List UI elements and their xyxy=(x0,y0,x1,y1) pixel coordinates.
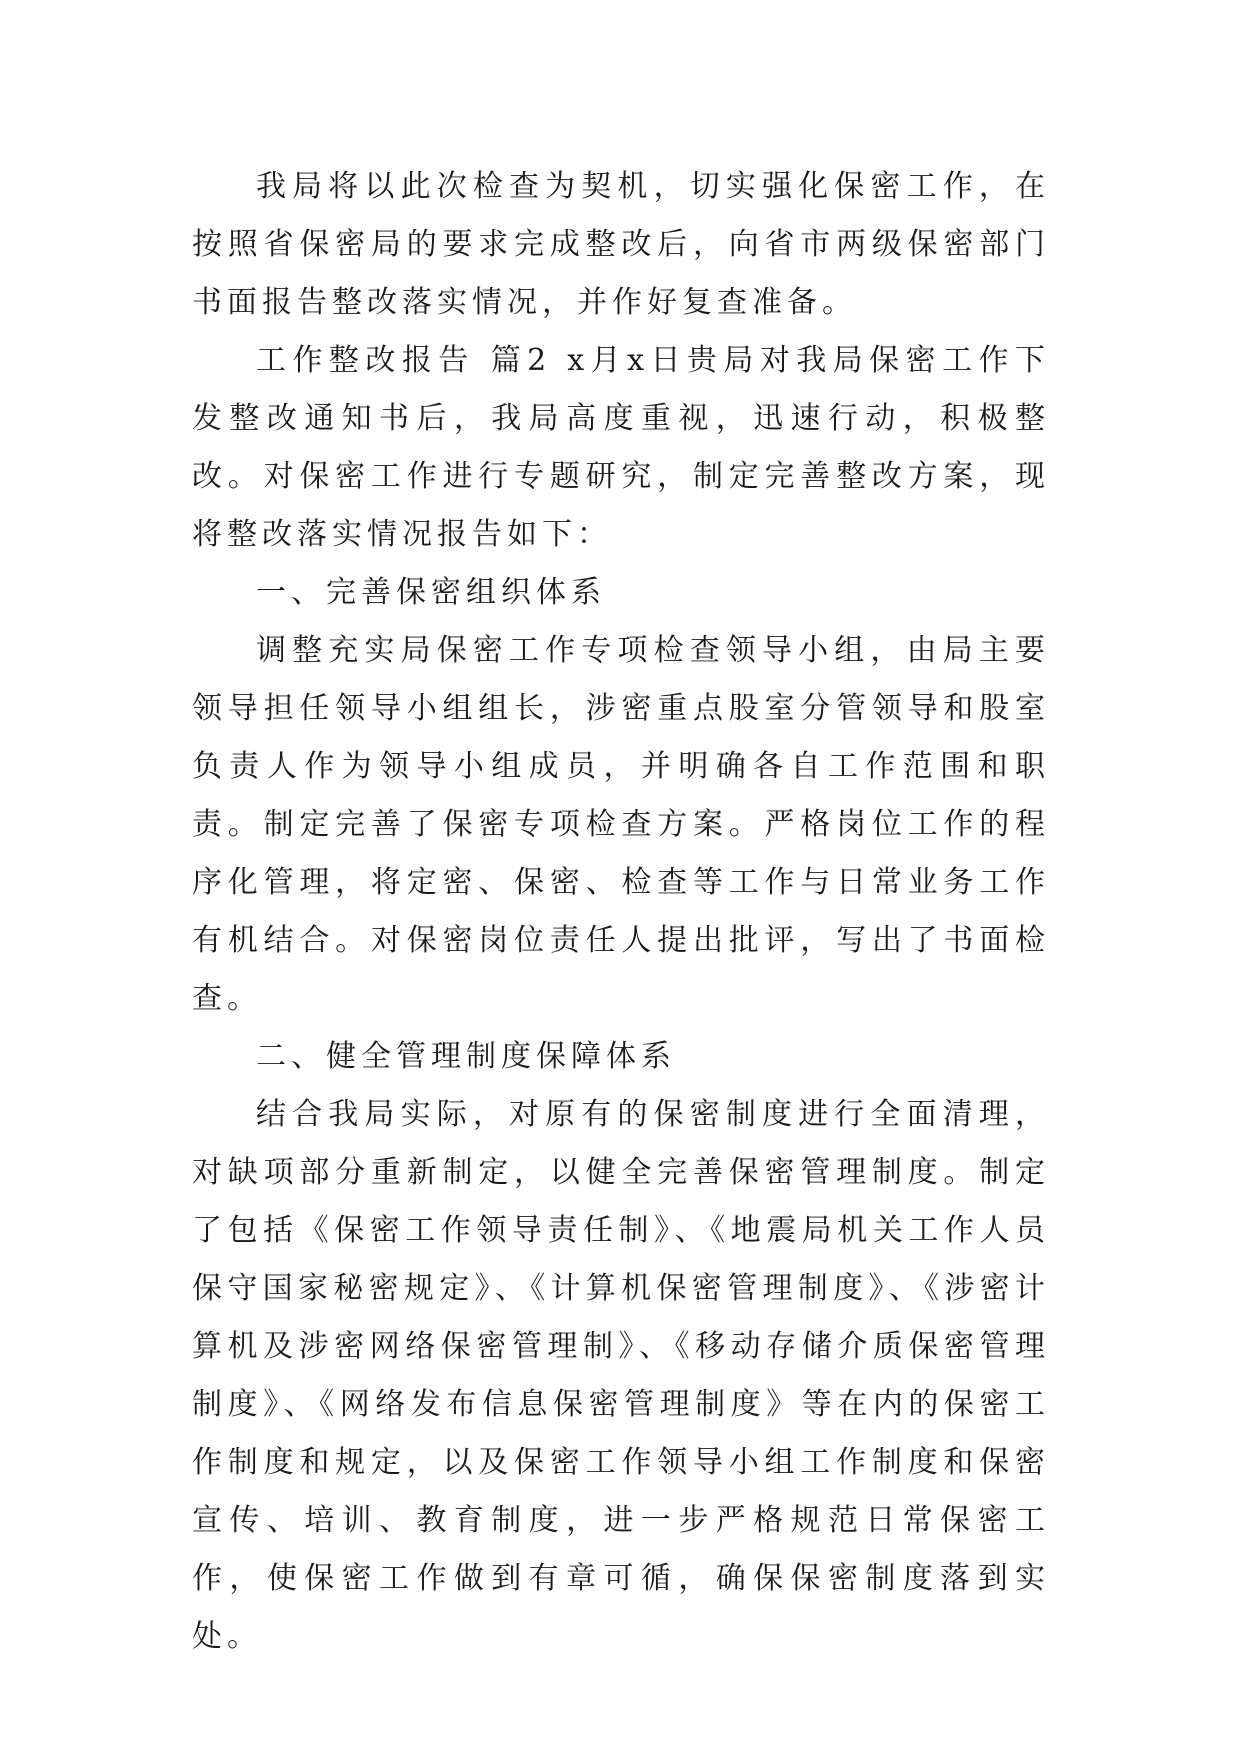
section-heading-management-system: 二、健全管理制度保障体系 xyxy=(256,1039,676,1074)
paragraph-report-intro: 工作整改报告 篇2 x月x日贵局对我局保密工作下发整改通知书后，我局高度重视，迅速行动，积极整改。对保密工作进行专题研究，制定完善整改方案，现将整改落实情况报告如下： xyxy=(192,343,1050,552)
paragraph-closing-commitment: 我局将以此次检查为契机，切实强化保密工作，在按照省保密局的要求完成整改后，向省市两级保密部门书面报告整改落实情况，并作好复查准备。 xyxy=(192,169,1050,320)
paragraph-organization: 调整充实局保密工作专项检查领导小组，由局主要领导担任领导小组组长，涉密重点股室分管领导和股室负责人作为领导小组成员，并明确各自工作范围和职责。制定完善了保密专项检查方案。严格岗位工作的程序化管理，将定密、保密、检查等工作与日常业务工作有机结合。对保密岗位责任人提出批评，写出了书面检查。 xyxy=(192,633,1050,1016)
paragraph-management-system: 结合我局实际，对原有的保密制度进行全面清理，对缺项部分重新制定，以健全完善保密管理制度。制定了包括《保密工作领导责任制》、《地震局机关工作人员保守国家秘密规定》、《计算机保密管理制度》、《涉密计算机及涉密网络保密管理制》、《移动存储介质保密管理制度》、《网络发布信息保密管理制度》等在内的保密工作制度和规定，以及保密工作领导小组工作制度和保密宣传、培训、教育制度，进一步严格规范日常保密工作，使保密工作做到有章可循，确保保密制度落到实处。 xyxy=(192,1097,1050,1654)
document-body xyxy=(192,158,1050,1666)
section-heading-organization: 一、完善保密组织体系 xyxy=(256,575,606,610)
